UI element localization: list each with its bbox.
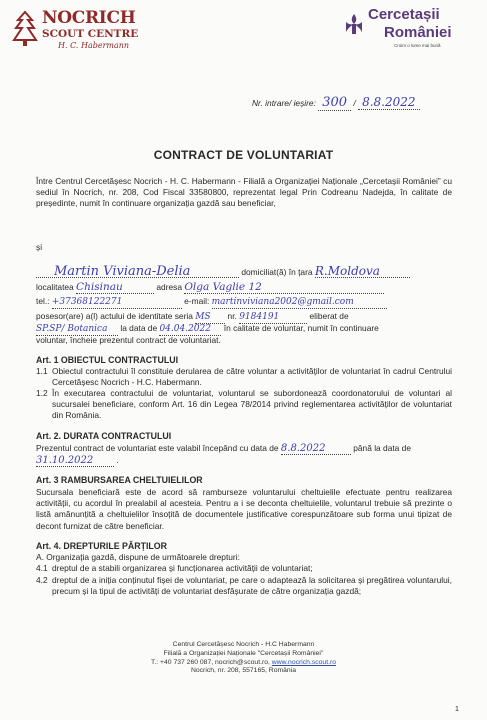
registration-number: 300: [318, 95, 351, 111]
logo-line1: NOCRICH: [42, 8, 136, 28]
footer-contact: T.: +40 737 260 087, nocrich@scout.ro,: [150, 658, 270, 666]
logo-right-line1: Cercetașii: [368, 6, 440, 23]
label-on-date: la data de: [120, 323, 158, 333]
volunteer-address: Olga Vaglie 12: [184, 282, 384, 294]
label-nr: nr.: [227, 311, 237, 321]
art2-end-date: 31.10.2022: [36, 455, 114, 467]
art1-item2-text: În executarea contractului de voluntariat, voluntarul se subordonează coordonatorului de voluntari al sucursalei beneficiare, conform Art. 16 din Legea 78/2014 privind reglementarea activităților de voluntariat din România.: [52, 388, 452, 421]
registration-label: Nr. intrare/ ieșire:: [252, 98, 316, 108]
label-locality: localitatea: [36, 282, 74, 292]
scout-emblem-icon: [10, 10, 40, 50]
art2-line2: [36, 455, 119, 467]
volunteer-country: R.Moldova: [315, 266, 410, 278]
volunteer-phone: +37368122271: [52, 297, 182, 309]
fleur-de-lis-icon: [342, 12, 366, 36]
label-email: e-mail:: [184, 296, 210, 306]
art1-heading: Art. 1 OBIECTUL CONTRACTULUI: [36, 355, 179, 365]
label-address: adresa: [156, 282, 182, 292]
page-title: CONTRACT DE VOLUNTARIAT: [153, 148, 334, 162]
logo-tagline: Croim o lume mai bună: [394, 43, 441, 48]
art1-item1-num: 1.1: [36, 366, 48, 376]
art2-after: .: [116, 455, 119, 465]
volunteer-issued-date: 04.04.2022: [159, 324, 221, 336]
art2-start-date: 8.8.2022: [281, 443, 351, 455]
volunteer-name: Martin Viviana-Delia: [36, 266, 239, 278]
registration-date: 8.8.2022: [358, 95, 419, 110]
label-issued: eliberat de: [309, 311, 349, 321]
art2-heading: Art. 2. DURATA CONTRACTULUI: [36, 431, 172, 441]
volunteer-name-line: [36, 266, 456, 278]
footer-line2: Filială a Organizației Naționale "Cercetașii României": [163, 649, 324, 657]
art3-heading: Art. 3 RAMBURSAREA CHELTUIELILOR: [36, 475, 203, 485]
footer-line1: Centrul Cercetășesc Nocrich - H.C Habermann: [172, 641, 315, 648]
volunteer-id-series: MS: [195, 312, 225, 324]
art2-mid-text: până la data de: [353, 443, 411, 453]
label-domiciled: domiciliat(ă) în țara: [241, 267, 313, 277]
page-number: 1: [455, 706, 459, 713]
volunteer-issued-by: SP.SP/ Botanica: [36, 324, 118, 336]
intro-paragraph: Între Centrul Cercetășesc Nocrich - H. C. Habermann - Filială a Organizației Naționale „Cercetașii României” cu sediul în Nocrich, nr. 208, Cod Fiscal 33580800, reprezentat legal Prin Codreanu Nadejda, în calitate de președinte, numit în continuare organizația gazdă sau beneficiar,: [36, 176, 452, 209]
art1-item2-num: 1.2: [36, 388, 48, 398]
art2-text-before: Prezentul contract de voluntariat este valabil începând cu data de: [36, 443, 279, 453]
logo-line3: H. C. Habermann: [58, 41, 130, 50]
label-as-volunteer: în calitate de voluntar, numit în continuare: [223, 323, 379, 333]
nocrich-logo: [8, 6, 158, 64]
cercetasii-logo: [340, 4, 480, 54]
volunteer-locality: Chisinau: [76, 282, 154, 294]
volunteer-contact-line: [36, 296, 456, 309]
registration-line: Nr. intrare/ ieșire: 300 / 8.8.2022: [252, 95, 420, 110]
contract-end-line: voluntar, încheie prezentul contract de voluntariat.: [36, 335, 221, 345]
footer-line3: [0, 659, 487, 668]
art4-item1-text: dreptul de a stabili organizarea și funcționarea activității de voluntariat;: [52, 563, 313, 573]
label-owner: posesor(are) a(l) actului de identitate seria: [36, 311, 193, 321]
art2-line1: [36, 443, 456, 455]
volunteer-email: martinviviana2002@gmail.com: [212, 297, 387, 309]
intro-si: și: [36, 242, 43, 252]
art4-heading: Art. 4. DREPTURILE PĂRȚILOR: [36, 541, 167, 551]
volunteer-locality-line: [36, 282, 456, 294]
art3-text: Sucursala beneficiară este de acord să ramburseze voluntarului cheltuielile efectuate pentru realizarea activității, cu acordul în prealabil al acesteia. Pentru a i se deconta cheltuielile, voluntarul trebuie să prezinte o listă amănunțită a cheltuielilor însoțită de documentele justificative corespunzătoare sub forma unui tipizat de decont furnizat de către beneficiar.: [36, 487, 452, 531]
art4-item2-num: 4.2: [36, 575, 48, 585]
footer-line4: Nocrich, nr. 208, 557165, România: [190, 667, 297, 675]
footer: [0, 641, 487, 676]
art4-item2-text: dreptul de a iniția conținutul fișei de voluntariat, pe care o adaptează la solicitarea și pregătirea voluntarului, precum și la tipul de activități de voluntariat desfășurate de către organizația gazdă;: [52, 575, 452, 597]
logo-line2: SCOUT CENTRE: [42, 28, 139, 40]
footer-website-link[interactable]: www.nocrich.scout.ro: [271, 658, 337, 666]
art4-sub: A. Organizația gazdă, dispune de următoarele drepturi:: [36, 552, 240, 562]
art1-item1-text: Obiectul contractului îl constituie derularea de către voluntar a activităților de voluntariat în cadrul Centrului Cercetășesc Nocrich - H.C. Habermann.: [52, 366, 452, 388]
volunteer-id-number: 9184191: [239, 312, 307, 324]
logo-right-line2: României: [384, 24, 452, 41]
label-phone: tel.:: [36, 296, 50, 306]
art4-item1-num: 4.1: [36, 563, 48, 573]
